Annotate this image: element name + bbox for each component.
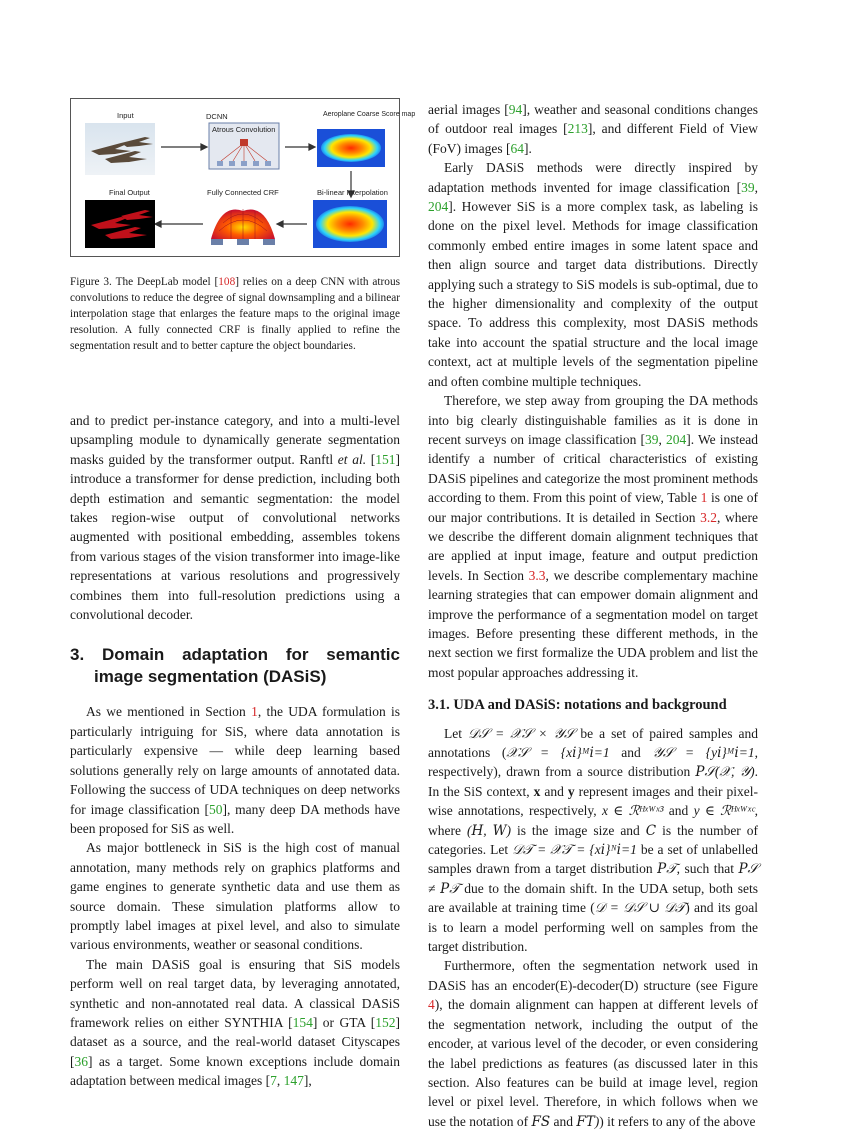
paragraph: Furthermore, often the segmentation network used in DASiS has an encoder(E)-decoder(D) structure (see Figure 4), the domain alignment can happen at different levels of the segmentation network, including the output of the encoder, at various level of the decoder, or even considering the label predictions as features (as discussed later in this section. Also features can be build at image level, region level or pixel level. Therefore, in which follows when we use the notation of 𝐹𝑆 and 𝐹𝑇)) it refers to any of the above (428, 958, 758, 1129)
math: y (567, 783, 575, 799)
math: x (533, 783, 541, 799)
math: 𝐶 (645, 822, 657, 838)
input-image (85, 123, 155, 175)
math: 𝒳𝒮 = {x𝑖}ᴹ𝑖=1 (506, 745, 610, 760)
subsection-heading: 3.1. UDA and DASiS: notations and background (428, 697, 727, 714)
paragraph: and to predict per-instance category, and into a multi-level upsampling module to dynamically generate segmentation masks guided by the transformer output. Ranftl et al. [151] introduce a transformer for dense prediction, including both depth estimation and semantic segmentation: the model takes region-wise output of convolutional networks augmented with positional embedding, assembles tokens from various stages of the vision transformer into image-like representations at various resolutions and progressively combines them into full-resolution predictions using a convolutional decoder. (70, 413, 400, 623)
math: x ∈ ℛᴴˣᵂˣ³ (601, 803, 664, 819)
citation-link[interactable]: 39 (645, 431, 659, 447)
citation-link[interactable]: 39 (741, 179, 755, 195)
label-score-line: Aeroplane Coarse Score map (323, 111, 416, 118)
crf-nodes (211, 239, 275, 245)
math: 𝑃𝒮(𝒳, 𝒴) (695, 764, 755, 780)
label-dcnn: DCNN (206, 112, 228, 121)
figure-link[interactable]: 4 (428, 997, 435, 1013)
table-link[interactable]: 1 (700, 490, 708, 506)
citation-link[interactable]: 36 (74, 1053, 88, 1069)
right-column (428, 100, 758, 1131)
paragraph: Therefore, we step away from grouping the DA methods into big clearly distinguishable families as it is done in recent surveys on image classification [39, 204]. We instead identify a number of critical characteristics of existing DASiS pipelines and categorize the most prominent methods according to them. From this point of view, Table 1 is one of our major contributions. It is detailed in Section 3.2, where we describe the different domain alignment techniques that are applied at input image, feature and output prediction levels. In Section 3.3, we describe complementary machine learning strategies that can empower domain alignment and improve the performance of a segmentation model on target images. Before presenting these different methods, in the next section we first formalize the UDA problem and list the most popular approaches addressing it. (428, 393, 759, 680)
label-final: Final Output (109, 188, 150, 197)
citation-link[interactable]: 204 (428, 199, 449, 215)
math: 𝐹𝑆 (531, 1113, 551, 1129)
section-heading: 3. Domain adaptation for semantic image segmentation (DASiS) (70, 645, 400, 687)
citation-link[interactable]: 7 (270, 1073, 277, 1089)
math: 𝒴𝒮 = {y𝑖}ᴹ𝑖=1 (652, 745, 755, 760)
math: y ∈ ℛᴴˣᵂˣᶜ (693, 803, 755, 819)
math: 𝒟𝒯 = 𝒳𝒯 = {x𝑖}ᴺ𝑖=1 (512, 842, 637, 858)
section-link[interactable]: 3.2 (700, 509, 718, 525)
paragraph: As we mentioned in Section 1, the UDA formulation is particularly intriguing for SiS, where data annotation is particularly expensive — while deep learning based solutions generally rely on large amounts of annotated data. Following the success of UDA techniques on deep networks for image classification [50], many deep DA methods have been proposed for SiS as well. (70, 704, 400, 836)
citation-link[interactable]: 50 (208, 801, 223, 817)
math: 𝑃𝒮 ≠ 𝑃𝒯 (428, 861, 758, 896)
math: (𝐻, 𝑊) (466, 822, 511, 838)
deeplab-diagram (71, 99, 416, 256)
citation-link[interactable]: 213 (567, 121, 588, 137)
section-link[interactable]: 1 (251, 704, 258, 720)
citation-link[interactable]: 64 (510, 140, 524, 156)
figure-caption: Figure 3. The DeepLab model [108] relies on a deep CNN with atrous convolutions to reduce the degree of signal downsampling and a bilinear interpolation stage that enlarges the feature maps to the original image resolution. A fully connected CRF is finally applied to refine the segmentation result and to better capture the object boundaries. (70, 276, 401, 352)
citation-link[interactable]: 94 (508, 102, 523, 117)
left-column (70, 411, 400, 1091)
citation-link[interactable]: 204 (666, 431, 687, 447)
label-input: Input (117, 111, 134, 120)
paragraph: Early DASiS methods were directly inspired by adaptation methods invented for image classification [39, 204]. However SiS is a more complex task, as labeling is done on the pixel level. Methods for image classification commonly embed entire images in some latent space and then align source and target data distributions. Directly applying such a strategy to SiS models is sub-optimal, due to the higher dimensionality and complexity of the output space. To address this complexity, most DASiS methods take into account the spatial structure and the local image context, act at multiple levels of the segmentation pipeline and often combine multiple techniques. (428, 160, 758, 389)
citation-link[interactable]: 151 (375, 451, 396, 467)
paragraph: Let 𝒟𝒮 = 𝒳𝒮 × 𝒴𝒮 be a set of paired samples and annotations (𝒳𝒮 = {x𝑖}ᴹ𝑖=1 and 𝒴𝒮 = {y𝑖}ᴹ𝑖=1, respectively), drawn from a source distribution 𝑃𝒮(𝒳, 𝒴). In the SiS context, x and y represent images and their pixel-wise annotations, respectively, x ∈ ℛᴴˣᵂˣ³ and y ∈ ℛᴴˣᵂˣᶜ, where (𝐻, 𝑊) is the image size and 𝐶 is the number of categories. Let 𝒟𝒯 = 𝒳𝒯 = {x𝑖}ᴺ𝑖=1 be a set of unlabelled samples drawn from a target distribution 𝑃𝒯, such that 𝑃𝒮 ≠ 𝑃𝒯 due to the domain shift. In the UDA setup, both sets are available at training time (𝒟 = 𝒟𝒮 ∪ 𝒟𝒯) and its goal is to learn a model performing well on samples from the target distribution. (428, 725, 759, 955)
label-crf: Fully Connected CRF (207, 188, 279, 197)
section-link[interactable]: 3.3 (528, 567, 546, 583)
paragraph: As major bottleneck in SiS is the high cost of manual annotation, many methods rely on graphics platforms and game engines to generate synthetic data and use them as source domain. These simulation platforms allow to promptly label images at pixel level, and also to simulate various environments, weather or seasonal conditions. (70, 840, 400, 953)
citation-link[interactable]: 154 (292, 1014, 313, 1030)
math: 𝒟 = 𝒟𝒮 ∪ 𝒟𝒯 (594, 900, 686, 916)
label-bilinear: Bi-linear Interpolation (317, 188, 388, 197)
deeplab-figure (70, 98, 416, 257)
math: 𝒟𝒮 = 𝒳𝒮 × 𝒴𝒮 (467, 725, 575, 741)
bilinear-heat (316, 206, 384, 242)
citation-link[interactable]: 152 (375, 1014, 396, 1030)
citation-link[interactable]: 108 (218, 276, 236, 288)
coarse-heat (321, 134, 381, 162)
paragraph: The main DASiS goal is ensuring that SiS models perform well on real target data, by leveraging annotated, synthetic and non-annotated real data. A classical DASiS framework relies on either SYNTHIA [154] or GTA [152] dataset as a source, and the real-world dataset Cityscapes [36] as a target. Some known exceptions include domain adaptation between medical images [7, 147], (70, 956, 401, 1089)
math: 𝐹𝑇) (576, 1113, 600, 1129)
math: 𝑃𝒯 (657, 861, 677, 877)
citation-link[interactable]: 147 (283, 1073, 304, 1089)
label-atrous: Atrous Convolution (212, 125, 276, 134)
atrous-kernel (240, 139, 248, 146)
paragraph: aerial images [94], weather and seasonal conditions changes of outdoor real images [213], and different Field of View (FoV) images [64]. (428, 102, 758, 156)
